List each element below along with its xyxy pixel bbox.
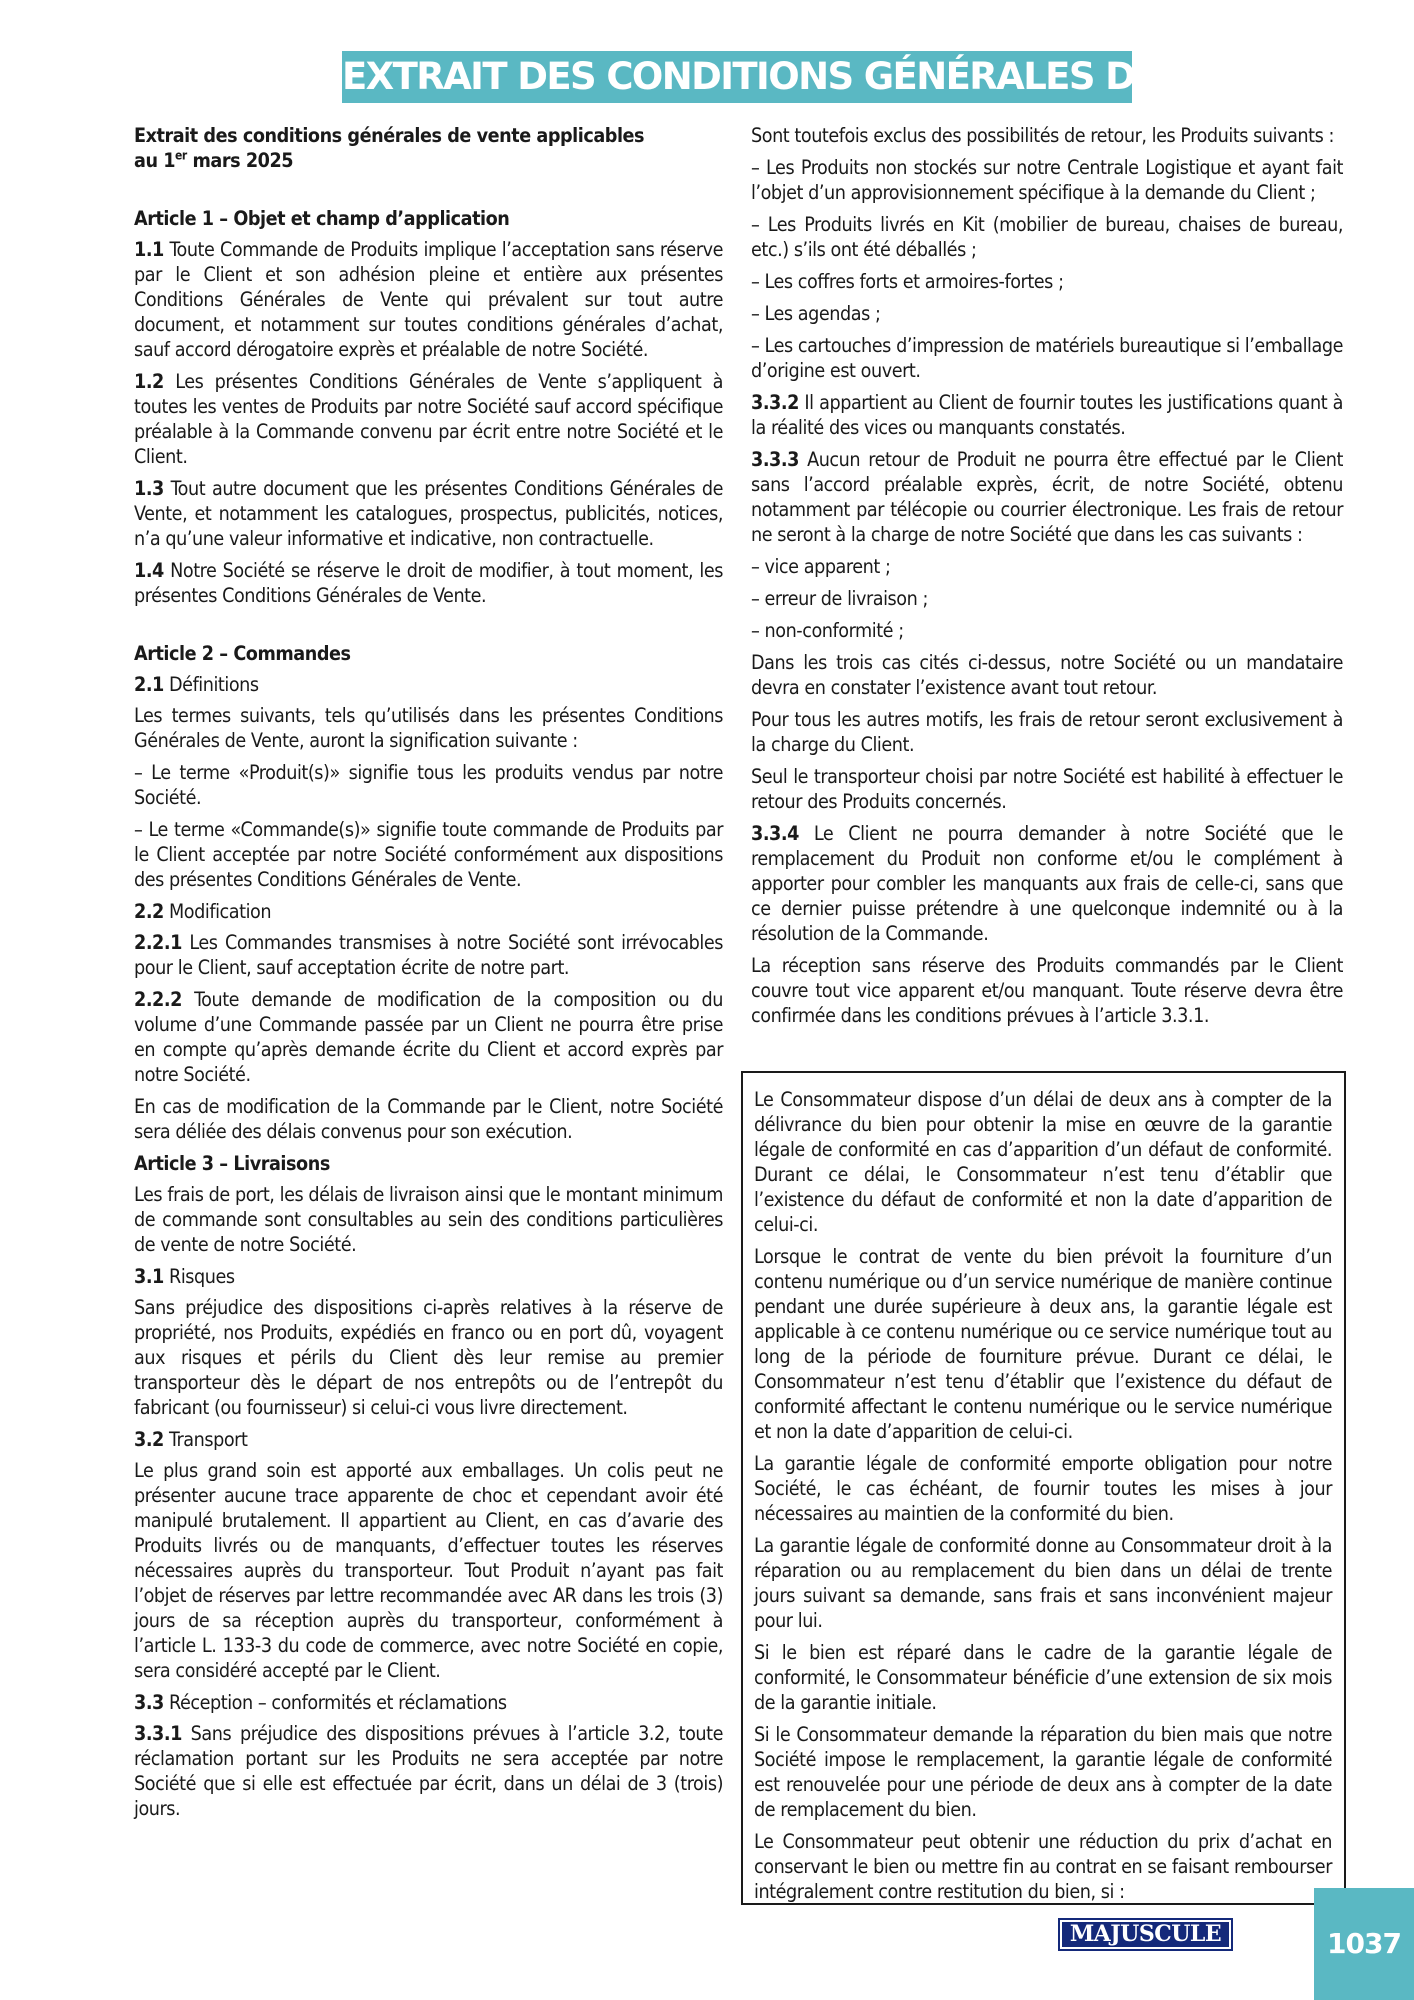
paragraph-number: 1.4: [134, 559, 164, 582]
section-number: 2.1: [134, 673, 164, 696]
paragraph-1-3: [134, 476, 723, 551]
intro-heading: [134, 123, 723, 173]
paragraph-number: 2.2.1: [134, 931, 182, 954]
exclusion-item: – Les coffres forts et armoires-fortes ;: [751, 270, 1064, 293]
page-title: EXTRAIT DES CONDITIONS GÉNÉRALES DE VENTE: [342, 51, 1132, 103]
section-title: Réception – conformités et réclamations: [163, 1691, 507, 1714]
return-case-item: – erreur de livraison ;: [751, 587, 928, 610]
warranty-paragraph: La garantie légale de conformité donne au Consommateur droit à la réparation ou au remplacement du bien dans un délai de trente jours suivant sa demande, sans frais et sans inconvénient majeur pour lui.: [754, 1534, 1332, 1632]
consumer-warranty-box: [741, 1071, 1346, 1905]
return-case-item: – non-conformité ;: [751, 619, 904, 642]
paragraph-1-2: [134, 369, 723, 469]
paragraph-number: 3.3.1: [134, 1722, 182, 1745]
paragraph-2-1-a: Les termes suivants, tels qu’utilisés dans les présentes Conditions Générales de Vente, auront la signification suivante :: [134, 704, 723, 752]
section-2-1-heading: [134, 672, 723, 697]
paragraph-text: Dans les trois cas cités ci-dessus, notre Société ou un mandataire devra en constater l’existence avant tout retour.: [751, 651, 1343, 699]
article-2-title: Article 2 – Commandes: [134, 642, 351, 665]
section-3-3-heading: [134, 1690, 723, 1715]
paragraph-text: Notre Société se réserve le droit de modifier, à tout moment, les présentes Conditions Générales de Vente.: [134, 559, 723, 607]
section-2-2-heading: [134, 899, 723, 924]
section-title: Risques: [163, 1265, 235, 1288]
paragraph-text: Aucun retour de Produit ne pourra être effectué par le Client sans l’accord préalable exprès, écrit, de notre Société, obtenu notamment par télécopie ou courrier électronique. Les frais de retour ne seront à la charge de notre Société que dans les cas suivants :: [751, 448, 1343, 546]
paragraph-number: 3.3.3: [751, 448, 799, 471]
paragraph-text: Toute demande de modification de la composition ou du volume d’une Commande passée par un Client ne pourra être prise en compte qu’après demande écrite du Client et accord exprès par notre Société.: [134, 988, 723, 1086]
intro-line2-suffix: mars 2025: [186, 149, 294, 172]
exclusion-item: – Les cartouches d’impression de matériels bureautique si l’emballage d’origine est ouvert.: [751, 334, 1343, 382]
paragraph-text: Sans préjudice des dispositions prévues à l’article 3.2, toute réclamation portant sur les Produits ne sera acceptée par notre Société que si elle est effectuée par écrit, dans un délai de 3 (trois) jours.: [134, 1722, 723, 1820]
paragraph-text: Il appartient au Client de fournir toutes les justifications quant à la réalité des vices ou manquants constatés.: [751, 391, 1343, 439]
warranty-paragraph: Le Consommateur peut obtenir une réduction du prix d’achat en conservant le bien ou mettre fin au contrat en se faisant rembourser intégralement contre restitution du bien, si :: [754, 1830, 1332, 1903]
paragraph-number: 1.1: [134, 238, 164, 261]
paragraph-2-2-3: En cas de modification de la Commande par le Client, notre Société sera déliée des délais convenus pour son exécution.: [134, 1095, 723, 1143]
paragraph-text: Pour tous les autres motifs, les frais de retour seront exclusivement à la charge du Client.: [751, 708, 1343, 756]
paragraph-number: 3.3.2: [751, 391, 799, 414]
exclusion-item: – Les Produits livrés en Kit (mobilier de bureau, chaises de bureau, etc.) s’ils ont été déballés ;: [751, 213, 1343, 261]
paragraph-2-2-1: [134, 930, 723, 980]
section-number: 3.1: [134, 1265, 164, 1288]
left-column: [134, 123, 723, 1828]
paragraph-3-3-2: [751, 390, 1343, 440]
intro-line2-prefix: au 1: [134, 149, 176, 172]
section-number: 3.3: [134, 1691, 164, 1714]
paragraph-text: Le Client ne pourra demander à notre Société que le remplacement du Produit non conforme et/ou le complément à apporter pour combler les manquants aux frais de celle-ci, sans que ce dernier puisse prétendre à une quelconque indemnité ou à la résolution de la Commande.: [751, 822, 1343, 945]
paragraph-text: Toute Commande de Produits implique l’acceptation sans réserve par le Client et son adhésion pleine et entière aux présentes Conditions Générales de Vente qui prévalent sur tout autre document, et notamment sur toutes conditions générales d’achat, sauf accord dérogatoire exprès et préalable de notre Société.: [134, 238, 723, 361]
section-title: Définitions: [163, 673, 259, 696]
warranty-paragraph: Si le Consommateur demande la réparation du bien mais que notre Société impose le remplacement, la garantie légale de conformité est renouvelée pour une période de deux ans à compter de la date de remplacement du bien.: [754, 1723, 1332, 1821]
exclusion-item: – Les Produits non stockés sur notre Centrale Logistique et ayant fait l’objet d’un approvisionnement spécifique à la demande du Client ;: [751, 156, 1343, 204]
intro-line1: Extrait des conditions générales de vente applicables: [134, 124, 645, 147]
section-title: Modification: [163, 900, 272, 923]
paragraph-3-1: Sans préjudice des dispositions ci-après relatives à la réserve de propriété, nos Produits, expédiés en franco ou en port dû, voyagent aux risques et périls du Client dès leur remise au premier transporteur dès le départ de nos entrepôts ou de l’entrepôt du fabricant (ou fournisseur) si celui-ci vous livre directement.: [134, 1296, 723, 1419]
warranty-paragraph: Lorsque le contrat de vente du bien prévoit la fourniture d’un contenu numérique ou d’un service numérique de manière continue pendant une durée supérieure à deux ans, la garantie légale est applicable à ce contenu numérique ou ce service numérique tout au long de la période de fourniture prévue. Durant ce délai, le Consommateur n’est tenu d’établir que l’existence du défaut de conformité affectant le contenu numérique ou le service numérique et non la date d’apparition de celui-ci.: [754, 1245, 1332, 1443]
section-number: 3.2: [134, 1428, 164, 1451]
paragraph-number: 1.3: [134, 477, 164, 500]
exclusions-intro: Sont toutefois exclus des possibilités de retour, les Produits suivants :: [751, 124, 1334, 147]
paragraph-number: 1.2: [134, 370, 164, 393]
paragraph-text: Seul le transporteur choisi par notre Société est habilité à effectuer le retour des Produits concernés.: [751, 765, 1343, 813]
warranty-paragraph: Le Consommateur dispose d’un délai de deux ans à compter de la délivrance du bien pour obtenir la mise en œuvre de la garantie légale de conformité en cas d’apparition d’un défaut de conformité. Durant ce délai, le Consommateur n’est tenu d’établir que l’existence du défaut de conformité et non la date d’apparition de celui-ci.: [754, 1088, 1332, 1236]
paragraph-3-intro: Les frais de port, les délais de livraison ainsi que le montant minimum de commande sont consultables au sein des conditions particulières de vente de notre Société.: [134, 1183, 723, 1256]
warranty-paragraph: La garantie légale de conformité emporte obligation pour notre Société, le cas échéant, de fournir toutes les mises à jour nécessaires au maintien de la conformité du bien.: [754, 1452, 1332, 1525]
paragraph-3-3-3: [751, 447, 1343, 547]
section-title: Transport: [163, 1428, 248, 1451]
paragraph-text: Les Commandes transmises à notre Société sont irrévocables pour le Client, sauf acceptation écrite de notre part.: [134, 931, 723, 979]
paragraph-3-2: Le plus grand soin est apporté aux emballages. Un colis peut ne présenter aucune trace apparente de choc et cependant avoir été manipulé brutalement. Il appartient au Client, en cas d’avarie des Produits livrés ou de manquants, d’effectuer toutes les réserves nécessaires auprès du transporteur. Tout Produit n’ayant pas fait l’objet de réserves par lettre recommandée avec AR dans les trois (3) jours de sa réception auprès du transporteur, conformément à l’article L. 133-3 du code de commerce, avec notre Société en copie, sera considéré accepté par le Client.: [134, 1459, 723, 1682]
paragraph-number: 2.2.2: [134, 988, 182, 1011]
paragraph-text: Tout autre document que les présentes Conditions Générales de Vente, et notamment les catalogues, prospectus, publicités, notices, n’a qu’une valeur informative et indicative, non contractuelle.: [134, 477, 723, 550]
intro-line2-sup: er: [175, 148, 187, 163]
paragraph-2-1-c: – Le terme «Commande(s)» signifie toute commande de Produits par le Client acceptée par notre Société conformément aux dispositions des présentes Conditions Générales de Vente.: [134, 818, 723, 891]
warranty-paragraph: Si le bien est réparé dans le cadre de la garantie légale de conformité, le Consommateur bénéficie d’une extension de six mois de la garantie initiale.: [754, 1641, 1332, 1714]
paragraph-2-1-b: – Le terme «Produit(s)» signifie tous les produits vendus par notre Société.: [134, 761, 723, 809]
exclusion-item: – Les agendas ;: [751, 302, 881, 325]
majuscule-logo: MAJUSCULE: [1060, 1920, 1231, 1949]
paragraph-3-3-1: [134, 1721, 723, 1821]
return-case-item: – vice apparent ;: [751, 555, 891, 578]
paragraph-1-4: [134, 558, 723, 608]
paragraph-text: La réception sans réserve des Produits commandés par le Client couvre tout vice apparent et/ou manquant. Toute réserve devra être confirmée dans les conditions prévues à l’article 3.3.1.: [751, 954, 1343, 1027]
article-1-title: Article 1 – Objet et champ d’application: [134, 207, 510, 230]
section-number: 2.2: [134, 900, 164, 923]
paragraph-1-1: [134, 237, 723, 362]
right-column: [751, 123, 1343, 1035]
page-number: 1037: [1314, 1888, 1414, 2000]
paragraph-3-3-4: [751, 821, 1343, 946]
section-3-1-heading: [134, 1264, 723, 1289]
article-3-title: Article 3 – Livraisons: [134, 1152, 330, 1175]
paragraph-2-2-2: [134, 987, 723, 1087]
paragraph-text: Les présentes Conditions Générales de Vente s’appliquent à toutes les ventes de Produits par notre Société sauf accord spécifique préalable à la Commande convenu par écrit entre notre Société et le Client.: [134, 370, 723, 468]
paragraph-number: 3.3.4: [751, 822, 799, 845]
section-3-2-heading: [134, 1427, 723, 1452]
